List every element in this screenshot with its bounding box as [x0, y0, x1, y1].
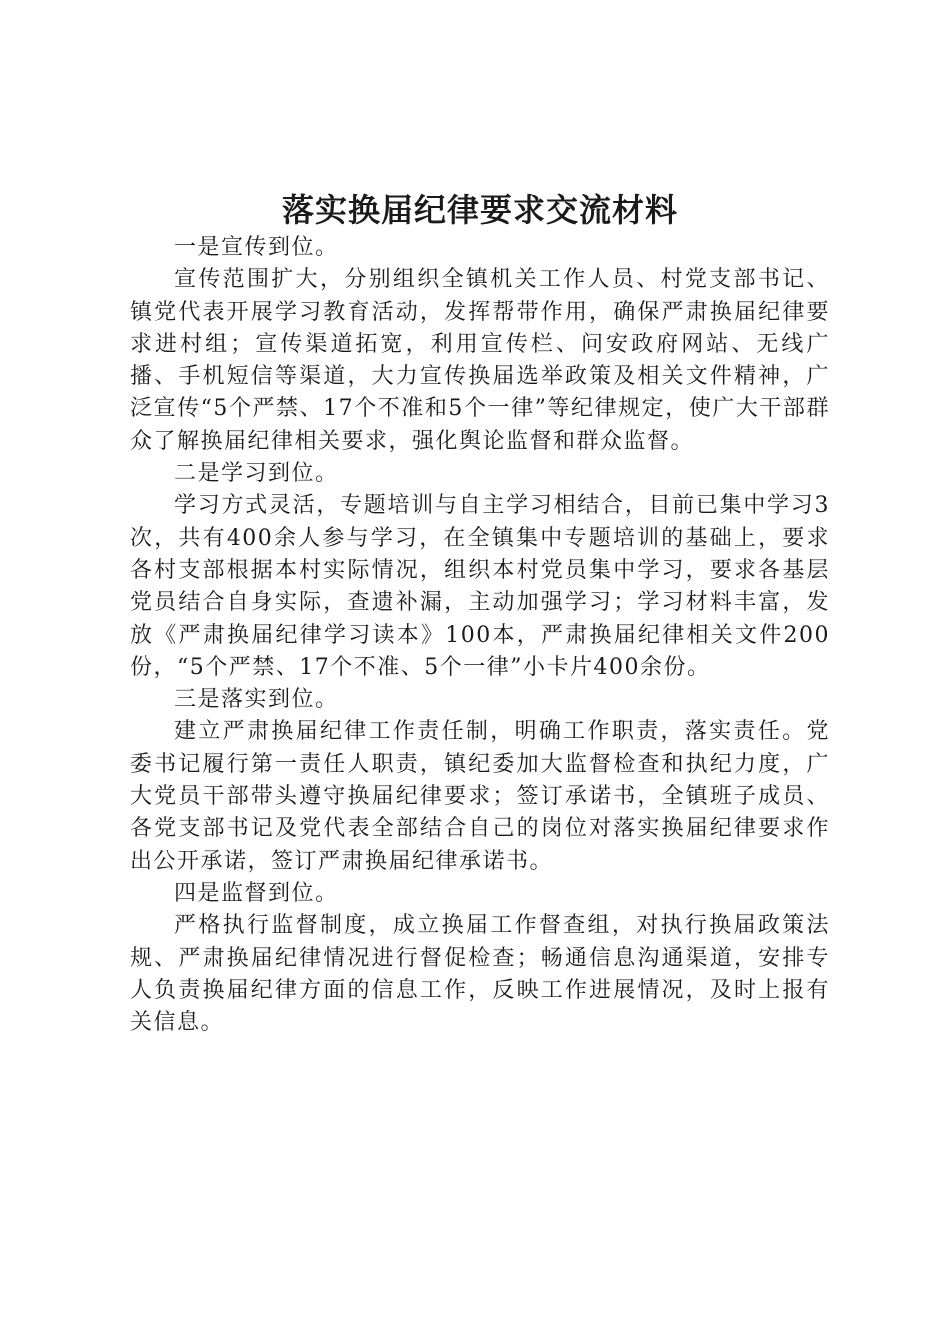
- section-heading: 四是监督到位。: [174, 880, 339, 906]
- section-heading: 一是宣传到位。: [174, 235, 339, 260]
- section-heading: 三是落实到位。: [174, 687, 339, 713]
- section-heading: 二是学习到位。: [174, 461, 339, 487]
- section-publicity: [130, 232, 830, 458]
- section-study: [130, 458, 830, 684]
- section-body: 宣传范围扩大，分别组织全镇机关工作人员、村党支部书记、镇党代表开展学习教育活动，发挥帮带作用，确保严肃换届纪律要求进村组；宣传渠道拓宽，利用宣传栏、问安政府网站、无线广播、手机短信等渠道，大力宣传换届选举政策及相关文件精神，广泛宣传“5个严禁、17个不准和5个一律”等纪律规定，使广大干部群众了解换届纪律相关要求，强化舆论监督和群众监督。: [130, 267, 830, 454]
- document-title: 落实换届纪律要求交流材料: [281, 191, 678, 229]
- document-page: [130, 188, 830, 1039]
- section-implementation: [130, 684, 830, 878]
- section-body: 学习方式灵活，专题培训与自主学习相结合，目前已集中学习3次，共有400余人参与学习，在全镇集中专题培训的基础上，要求各村支部根据本村实际情况，组织本村党员集中学习，要求各基层党员结合自身实际，查遗补漏，主动加强学习；学习材料丰富，发放《严肃换届纪律学习读本》100本，严肃换届纪律相关文件200份，“5个严禁、17个不准、5个一律”小卡片400余份。: [130, 493, 830, 680]
- section-body: 建立严肃换届纪律工作责任制，明确工作职责，落实责任。党委书记履行第一责任人职责，镇纪委加大监督检查和执纪力度，广大党员干部带头遵守换届纪律要求；签订承诺书，全镇班子成员、各党支部书记及党代表全部结合自己的岗位对落实换届纪律要求作出公开承诺，签订严肃换届纪律承诺书。: [130, 719, 830, 874]
- section-body: 严格执行监督制度，成立换届工作督查组，对执行换届政策法规、严肃换届纪律情况进行督促检查；畅通信息沟通渠道，安排专人负责换届纪律方面的信息工作，反映工作进展情况，及时上报有关信息。: [130, 913, 830, 1036]
- section-supervision: [130, 878, 830, 1039]
